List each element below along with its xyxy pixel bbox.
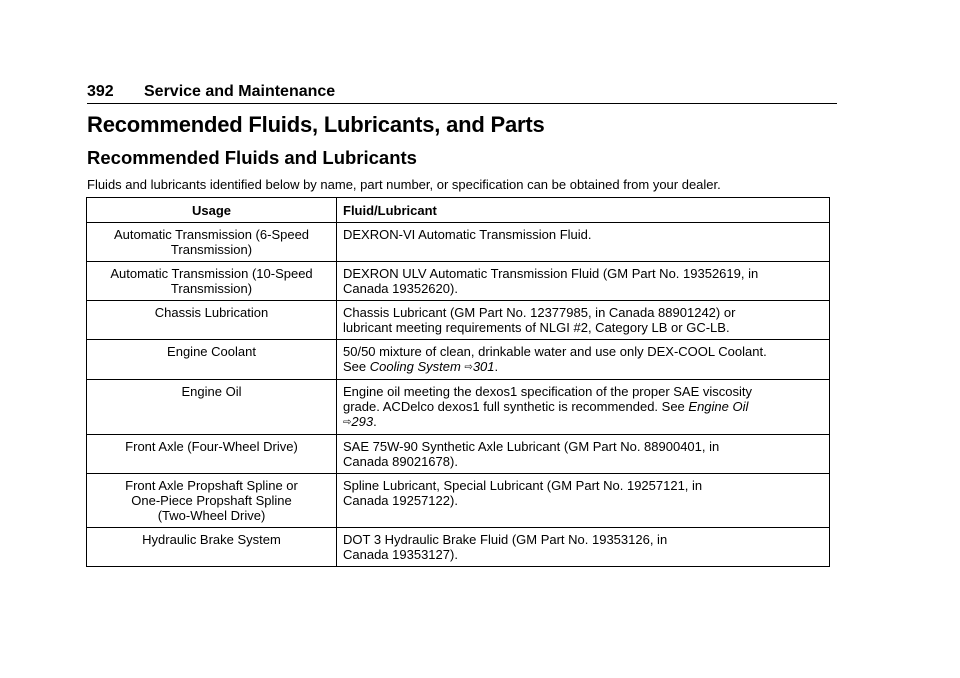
- table-row: [87, 435, 830, 474]
- running-header: [87, 82, 837, 104]
- page-number: 392: [87, 83, 114, 100]
- usage-cell: Front Axle Propshaft Spline or One-Piece Propshaft Spline (Two-Wheel Drive): [87, 474, 337, 528]
- cross-reference-link[interactable]: Cooling System: [369, 359, 461, 374]
- column-header-fluid: Fluid/Lubricant: [337, 198, 830, 223]
- cross-reference-link[interactable]: Engine Oil: [688, 399, 749, 414]
- fluid-cell: 50/50 mixture of clean, drinkable water and use only DEX-COOL Coolant. See Cooling System ⇨301.: [337, 340, 830, 380]
- table-row: [87, 262, 830, 301]
- usage-cell: Engine Oil: [87, 380, 337, 435]
- table-row: [87, 474, 830, 528]
- page-title: Recommended Fluids, Lubricants, and Parts: [87, 112, 545, 137]
- usage-cell: Automatic Transmission (10-Speed Transmission): [87, 262, 337, 301]
- section-heading: Recommended Fluids and Lubricants: [87, 147, 417, 168]
- fluid-cell: DOT 3 Hydraulic Brake Fluid (GM Part No. 19353126, in Canada 19353127).: [337, 528, 830, 567]
- usage-cell: Hydraulic Brake System: [87, 528, 337, 567]
- table-row: [87, 340, 830, 380]
- fluid-cell: DEXRON-VI Automatic Transmission Fluid.: [337, 223, 830, 262]
- fluid-cell: Spline Lubricant, Special Lubricant (GM Part No. 19257121, in Canada 19257122).: [337, 474, 830, 528]
- table-row: [87, 528, 830, 567]
- section-title: Service and Maintenance: [144, 83, 336, 100]
- column-header-usage: Usage: [87, 198, 337, 223]
- table-header-row: [87, 198, 830, 223]
- fluid-cell: Chassis Lubricant (GM Part No. 12377985, in Canada 88901242) or lubricant meeting requirements of NLGI #2, Category LB or GC-LB.: [337, 301, 830, 340]
- usage-cell: Front Axle (Four-Wheel Drive): [87, 435, 337, 474]
- page-reference-number[interactable]: 301: [472, 359, 495, 374]
- page-reference-arrow-icon: ⇨: [464, 362, 473, 373]
- table-row: [87, 380, 830, 435]
- table-row: [87, 301, 830, 340]
- table-row: [87, 223, 830, 262]
- page-reference-number[interactable]: 293: [351, 414, 374, 429]
- fluid-cell: DEXRON ULV Automatic Transmission Fluid (GM Part No. 19352619, in Canada 19352620).: [337, 262, 830, 301]
- intro-paragraph: Fluids and lubricants identified below by name, part number, or specification can be obtained from your dealer.: [87, 177, 721, 192]
- usage-cell: Engine Coolant: [87, 340, 337, 380]
- usage-cell: Automatic Transmission (6-Speed Transmission): [87, 223, 337, 262]
- usage-cell: Chassis Lubrication: [87, 301, 337, 340]
- fluid-cell: Engine oil meeting the dexos1 specification of the proper SAE viscosity grade. ACDelco dexos1 full synthetic is recommended. See Engine Oil ⇨293.: [337, 380, 830, 435]
- fluid-cell: SAE 75W-90 Synthetic Axle Lubricant (GM Part No. 88900401, in Canada 89021678).: [337, 435, 830, 474]
- fluids-table: [86, 197, 830, 567]
- page-reference-arrow-icon: ⇨: [343, 417, 352, 428]
